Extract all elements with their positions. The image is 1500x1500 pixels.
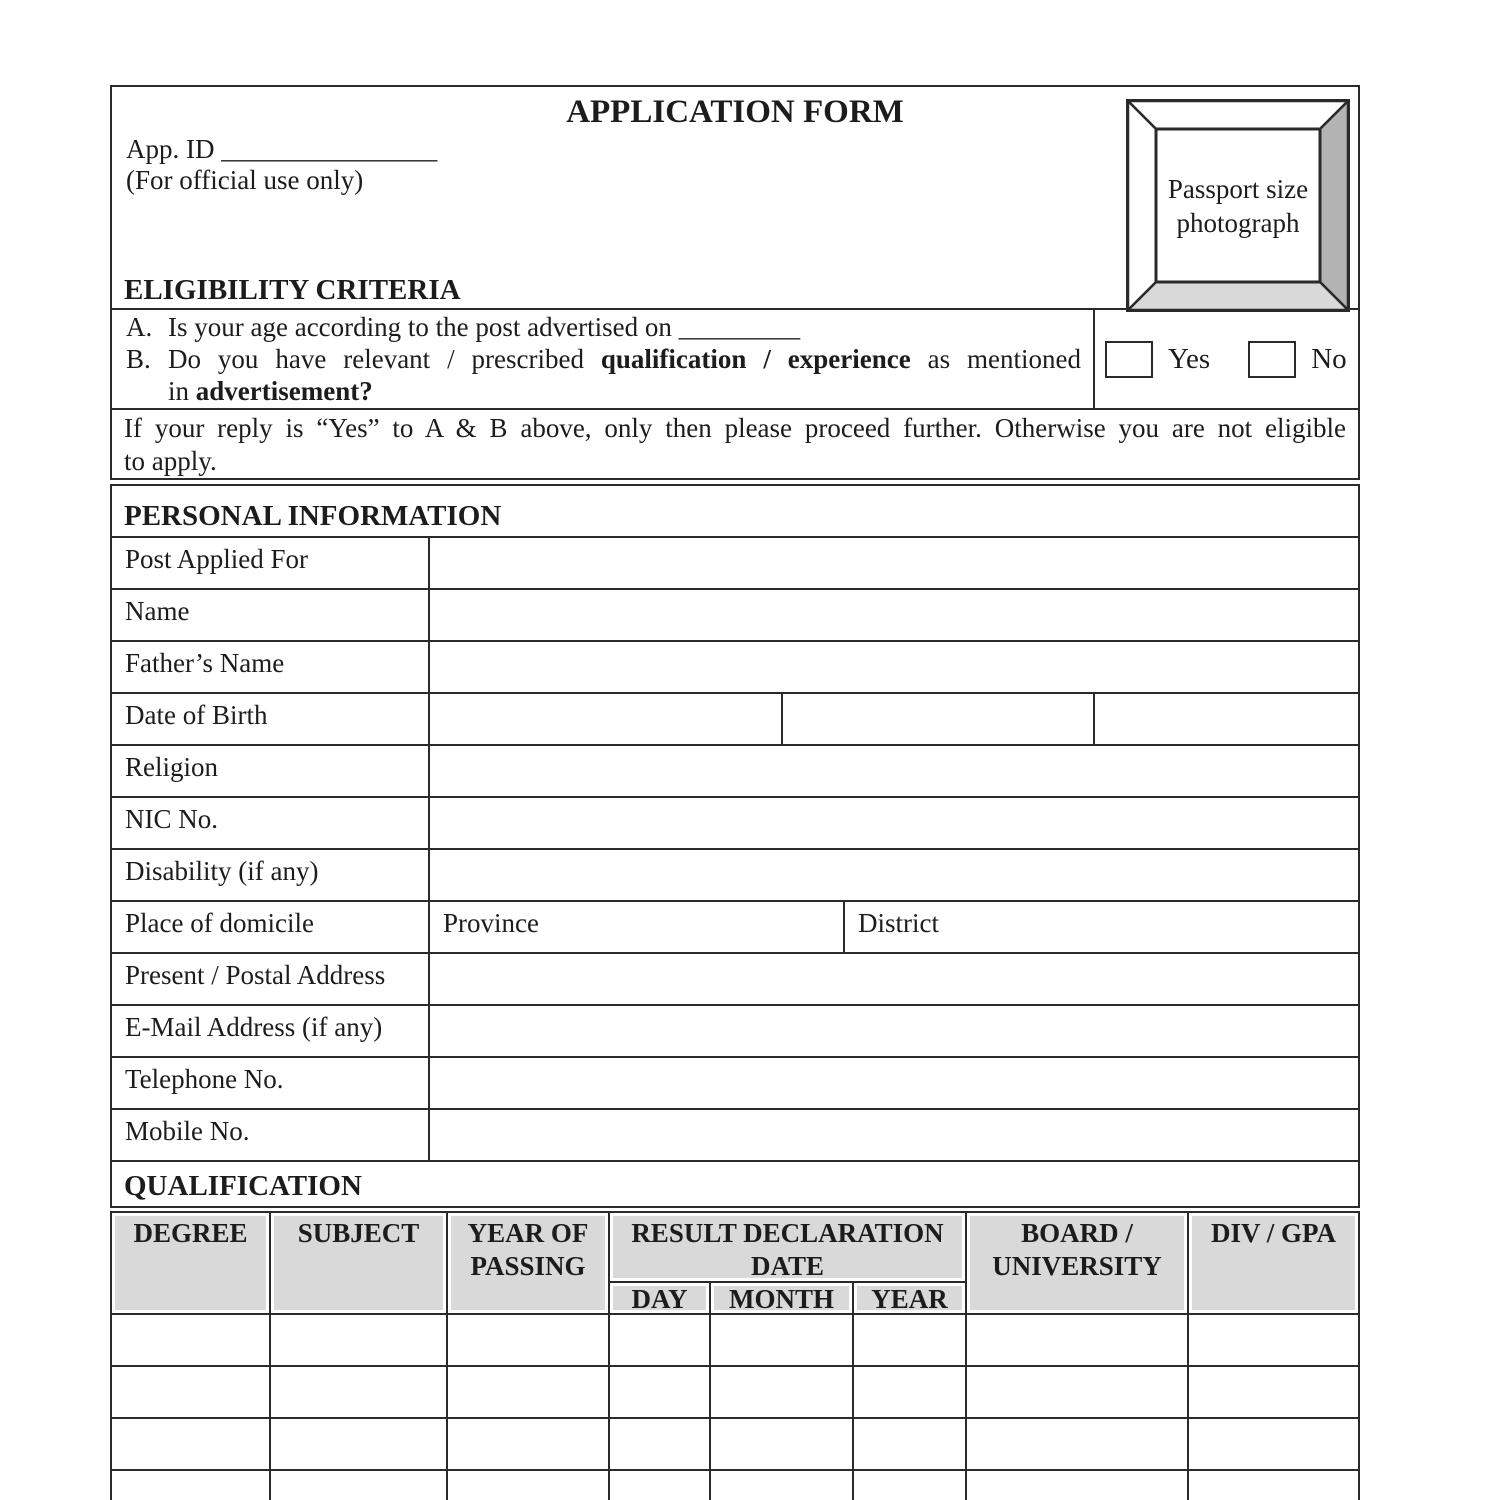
qualification-cell[interactable]	[112, 1471, 271, 1500]
qualification-cell[interactable]	[271, 1471, 448, 1500]
qualification-cell[interactable]	[854, 1367, 967, 1419]
table-row-post-applied-for	[112, 538, 1358, 590]
table-row-place-of-domicile	[112, 902, 1358, 954]
qualification-cell[interactable]	[448, 1471, 610, 1500]
disability-field[interactable]	[430, 850, 1358, 900]
row-label: Father’s Name	[112, 642, 430, 692]
column-header-div-gpa: DIV / GPA	[1189, 1213, 1358, 1315]
district-field[interactable]: District	[858, 908, 939, 938]
qualification-cell[interactable]	[112, 1367, 271, 1419]
qualification-cell[interactable]	[448, 1315, 610, 1367]
row-label: Disability (if any)	[112, 850, 430, 900]
qualification-cell[interactable]	[967, 1419, 1189, 1471]
passport-photo-box	[1126, 99, 1350, 312]
row-label: E-Mail Address (if any)	[112, 1006, 430, 1056]
column-header-month: MONTH	[711, 1283, 854, 1315]
column-header-degree: DEGREE	[112, 1213, 271, 1315]
post-applied-for-field[interactable]	[430, 538, 1358, 588]
table-row-disability	[112, 850, 1358, 902]
eligibility-questions-row	[112, 310, 1358, 410]
column-header-board-university: BOARD / UNIVERSITY	[967, 1213, 1189, 1315]
row-label: Place of domicile	[112, 902, 430, 952]
qualification-cell[interactable]	[112, 1315, 271, 1367]
row-label: Post Applied For	[112, 538, 430, 588]
qualification-cell[interactable]	[711, 1315, 854, 1367]
telephone-field[interactable]	[430, 1058, 1358, 1108]
qualification-cell[interactable]	[271, 1367, 448, 1419]
table-row-mobile	[112, 1110, 1358, 1162]
qualification-cell[interactable]	[967, 1471, 1189, 1500]
question-b-marker: B.	[126, 344, 151, 374]
table-row-telephone	[112, 1058, 1358, 1110]
province-field[interactable]: Province	[430, 902, 845, 952]
passport-photo-label: Passport size photograph	[1167, 173, 1309, 238]
qualification-heading: QUALIFICATION	[124, 1170, 362, 1202]
app-id-field[interactable]: App. ID ________________	[126, 134, 438, 164]
official-use-note: (For official use only)	[126, 165, 364, 195]
proceed-note-line1: If your reply is “Yes” to A & B above, only then please proceed further. Otherwise you are not eligible	[124, 413, 1346, 443]
date-of-birth-field-1[interactable]	[430, 694, 783, 744]
header-eligibility-section	[110, 85, 1360, 480]
column-header-result-declaration-date: RESULT DECLARATION DATE	[610, 1213, 967, 1283]
religion-field[interactable]	[430, 746, 1358, 796]
qualification-cell[interactable]	[271, 1419, 448, 1471]
qualification-cell[interactable]	[1189, 1315, 1358, 1367]
question-a	[126, 311, 1081, 343]
mobile-field[interactable]	[430, 1110, 1358, 1160]
fathers-name-field[interactable]	[430, 642, 1358, 692]
page-title: APPLICATION FORM	[566, 94, 904, 130]
table-row-date-of-birth	[112, 694, 1358, 746]
row-label: Date of Birth	[112, 694, 430, 744]
qualification-cell[interactable]	[610, 1315, 711, 1367]
qualification-cell[interactable]	[711, 1419, 854, 1471]
name-field[interactable]	[430, 590, 1358, 640]
postal-address-field[interactable]	[430, 954, 1358, 1004]
proceed-note	[112, 410, 1358, 478]
column-header-day: DAY	[610, 1283, 711, 1315]
yes-label: Yes	[1168, 342, 1211, 375]
qualification-cell[interactable]	[610, 1471, 711, 1500]
nic-no-field[interactable]	[430, 798, 1358, 848]
row-label: NIC No.	[112, 798, 430, 848]
eligibility-questions	[112, 310, 1095, 408]
qualification-cell[interactable]	[448, 1419, 610, 1471]
question-a-marker: A.	[126, 312, 153, 342]
form-header	[112, 87, 1358, 310]
eligibility-heading: ELIGIBILITY CRITERIA	[124, 274, 461, 306]
date-of-birth-field-2[interactable]	[783, 694, 1095, 744]
qualification-cell[interactable]	[1189, 1419, 1358, 1471]
table-row-postal-address	[112, 954, 1358, 1006]
qualification-table	[110, 1211, 1360, 1500]
qualification-cell[interactable]	[967, 1315, 1189, 1367]
qualification-cell[interactable]	[854, 1315, 967, 1367]
email-field[interactable]	[430, 1006, 1358, 1056]
column-header-year-of-passing: YEAR OF PASSING	[448, 1213, 610, 1315]
proceed-note-line2: to apply.	[124, 446, 217, 476]
personal-information-section	[110, 484, 1360, 1208]
table-row-religion	[112, 746, 1358, 798]
qualification-cell[interactable]	[610, 1367, 711, 1419]
qualification-cell[interactable]	[448, 1367, 610, 1419]
date-of-birth-field-3[interactable]	[1095, 694, 1358, 744]
table-row-nic-no	[112, 798, 1358, 850]
row-label: Telephone No.	[112, 1058, 430, 1108]
question-b-text: Do you have relevant / prescribed	[168, 344, 601, 374]
table-row-email	[112, 1006, 1358, 1058]
row-label: Religion	[112, 746, 430, 796]
question-a-text: Is your age according to the post advertised on _________	[168, 312, 801, 342]
question-b: B. Do you have relevant / prescribed qualification / experience as mentioned in advertisement?	[126, 344, 1082, 406]
personal-information-heading: PERSONAL INFORMATION	[112, 486, 1358, 538]
eligibility-answer-cell	[1095, 310, 1358, 408]
qualification-cell[interactable]	[610, 1419, 711, 1471]
column-header-subject: SUBJECT	[271, 1213, 448, 1315]
qualification-cell[interactable]	[854, 1471, 967, 1500]
qualification-cell[interactable]	[1189, 1367, 1358, 1419]
no-label: No	[1311, 342, 1347, 375]
qualification-cell[interactable]	[711, 1367, 854, 1419]
table-row-name	[112, 590, 1358, 642]
application-form	[110, 85, 1360, 1500]
row-label: Present / Postal Address	[112, 954, 430, 1004]
qualification-cell[interactable]	[112, 1419, 271, 1471]
table-row-fathers-name	[112, 642, 1358, 694]
qualification-cell[interactable]	[967, 1367, 1189, 1419]
qualification-cell[interactable]	[711, 1471, 854, 1500]
row-label: Name	[112, 590, 430, 640]
qualification-cell[interactable]	[271, 1315, 448, 1367]
question-b-bold-advertisement: advertisement?	[195, 376, 373, 406]
row-label: Mobile No.	[112, 1110, 430, 1160]
yes-checkbox[interactable]	[1105, 341, 1153, 378]
question-b-bold-qualification: qualification / experience	[600, 344, 911, 374]
qualification-cell[interactable]	[854, 1419, 967, 1471]
column-header-year: YEAR	[854, 1283, 967, 1315]
qualification-cell[interactable]	[1189, 1471, 1358, 1500]
no-checkbox[interactable]	[1248, 341, 1296, 378]
